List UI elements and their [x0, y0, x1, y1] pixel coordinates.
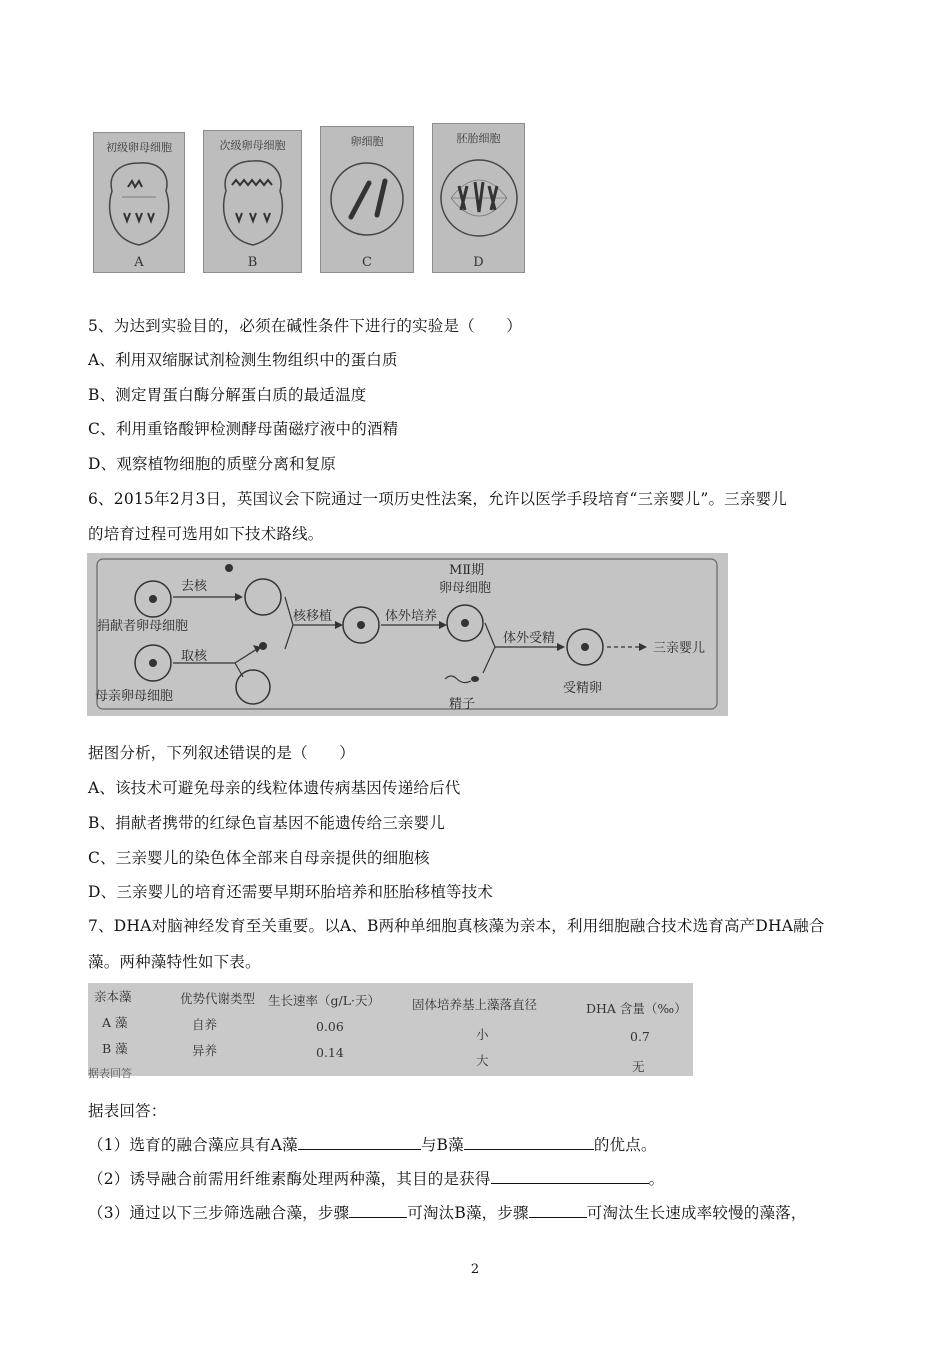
cell-card-c: [320, 126, 414, 273]
table-header: DHA 含量（‰）: [586, 1001, 687, 1016]
q7-sub1: [88, 1133, 657, 1155]
q5-stem: 5、为达到实验目的，必须在碱性条件下进行的实验是（ ）: [88, 317, 522, 335]
cell-card-title: 胚胎细胞: [456, 132, 501, 145]
cell-card-title: 初级卵母细胞: [106, 141, 172, 154]
cell-card-a: [93, 132, 185, 273]
q6-question: 据图分析，下列叙述错误的是（ ）: [88, 744, 355, 762]
cell-card-d: [432, 123, 525, 273]
q7-sub3-part-c: 可淘汰生长速成率较慢的藻落，: [586, 1204, 807, 1222]
q5-option-c: C、利用重铬酸钾检测酵母菌磁疗液中的酒精: [88, 420, 399, 438]
table-cell: 无: [632, 1059, 645, 1074]
label-zygote: 受精卵: [563, 681, 603, 696]
q7-sub2-part-a: （2）诱导融合前需用纤维素酶处理两种藻，其目的是获得: [88, 1170, 491, 1188]
cell-illustration: [102, 157, 176, 251]
page-number: 2: [470, 1262, 480, 1277]
cell-card-title: 次级卵母细胞: [219, 139, 286, 152]
q5-option-a: A、利用双缩脲试剂检测生物组织中的蛋白质: [88, 351, 398, 369]
q5-option-b: B、测定胃蛋白酶分解蛋白质的最适温度: [88, 386, 367, 404]
answer-blank[interactable]: [298, 1135, 421, 1150]
table-cell: 自养: [192, 1017, 218, 1032]
table-cell: 异养: [192, 1043, 218, 1058]
q6-stem-line1: 6、2015年2月3日，英国议会下院通过一项历史性法案，允许以医学手段培育“三亲婴儿”。三亲婴儿: [88, 490, 787, 508]
table-cell: A 藻: [102, 1015, 128, 1030]
q7-sub1-part-b: 与B藻: [420, 1136, 464, 1154]
table-cell: 大: [476, 1053, 489, 1068]
cell-card-b: [203, 130, 302, 273]
cell-card-label: B: [247, 255, 258, 270]
answer-blank[interactable]: [464, 1135, 594, 1150]
label-mii-line1: MⅡ期: [449, 563, 485, 578]
label-nuclear-transfer: 核移植: [293, 609, 333, 624]
answer-blank[interactable]: [349, 1203, 407, 1218]
q6-stem-line2: 的培育过程可选用如下技术路线。: [88, 525, 324, 543]
q5-option-d: D、观察植物细胞的质壁分离和复原: [88, 455, 337, 473]
label-remove-nucleus: 去核: [181, 579, 208, 594]
q7-answer-intro: 据表回答：: [88, 1102, 167, 1120]
q7-sub3-part-b: 可淘汰B藻，步骤: [407, 1204, 529, 1222]
q6-option-b: B、捐献者携带的红绿色盲基因不能遗传给三亲婴儿: [88, 814, 445, 832]
q7-stem-line1: 7、DHA对脑神经发育至关重要。以A、B两种单细胞真核藻为亲本，利用细胞融合技术选育高产DHA融合: [88, 917, 825, 935]
q7-sub2: [88, 1167, 664, 1189]
label-mother-oocyte: 母亲卵母细胞: [95, 689, 174, 704]
q6-option-d: D、三亲婴儿的培育还需要早期环胎培养和胚胎移植等技术: [88, 883, 494, 901]
cell-illustration: [437, 152, 521, 246]
answer-blank[interactable]: [491, 1169, 649, 1184]
table-header: 生长速率（g/L·天）: [268, 993, 380, 1008]
table-cell: B 藻: [102, 1041, 128, 1056]
cell-card-label: D: [473, 255, 484, 270]
label-sperm: 精子: [449, 697, 476, 712]
table-cell: 小: [476, 1027, 489, 1042]
table-header: 固体培养基上藻落直径: [412, 997, 538, 1012]
label-in-vitro-fertilization: 体外受精: [503, 631, 556, 646]
q6-option-a: A、该技术可避免母亲的线粒体遗传病基因传递给后代: [88, 779, 461, 797]
cell-illustration: [214, 155, 292, 251]
cell-illustration: [327, 155, 407, 245]
label-mii-line2: 卵母细胞: [439, 581, 492, 596]
cell-card-label: A: [134, 255, 144, 270]
table-header: 亲本藻: [94, 989, 132, 1004]
table-cell: 0.14: [316, 1045, 344, 1060]
label-three-parent-baby: 三亲婴儿: [653, 641, 706, 656]
q7-sub2-part-b: 。: [648, 1170, 665, 1188]
table-cell: 0.7: [630, 1029, 650, 1044]
cell-card-title: 卵细胞: [350, 135, 384, 148]
label-donor-oocyte: 捐献者卵母细胞: [97, 619, 189, 634]
q7-sub3: [88, 1201, 807, 1223]
q7-stem-line2: 藻。两种藻特性如下表。: [88, 953, 261, 971]
q6-option-c: C、三亲婴儿的染色体全部来自母亲提供的细胞核: [88, 849, 430, 867]
figure-three-parent-baby: [87, 553, 728, 716]
answer-blank[interactable]: [529, 1203, 587, 1218]
label-in-vitro-culture: 体外培养: [385, 609, 438, 624]
label-take-nucleus: 取核: [181, 649, 208, 664]
cell-card-label: C: [362, 255, 372, 270]
table-cell: 0.06: [316, 1019, 344, 1034]
q7-sub3-part-a: （3）通过以下三步筛选融合藻，步骤: [88, 1204, 350, 1222]
algae-traits-table: [88, 983, 693, 1080]
table-header: 优势代谢类型: [180, 991, 256, 1006]
q7-sub1-part-c: 的优点。: [593, 1136, 657, 1154]
table-cut-text: 据表回答: [88, 1067, 132, 1080]
q7-sub1-part-a: （1）选育的融合藻应具有A藻: [88, 1136, 298, 1154]
